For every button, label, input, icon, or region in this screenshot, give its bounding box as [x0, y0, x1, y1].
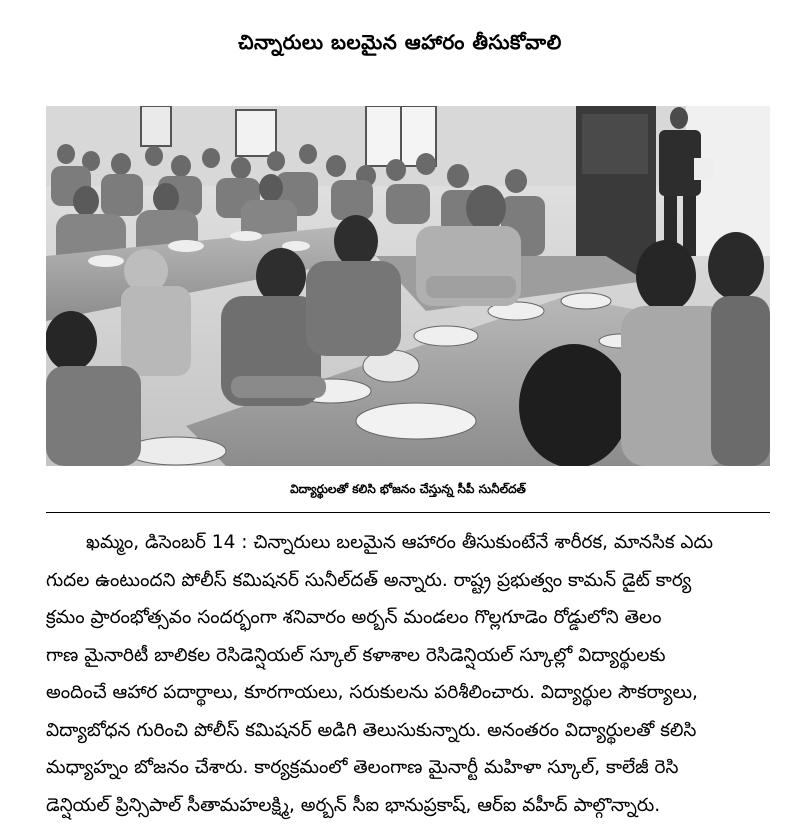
article-line: అందించే ఆహార పదార్థాలు, కూరగాయలు, సరుకులను పరిశీలించారు. విద్యార్థుల సౌకర్యాలు, [46, 674, 770, 712]
article-line: క్రమం ప్రారంభోత్సవం సందర్భంగా శనివారం అర్బన్ మండలం గొల్లగూడెం రోడ్డులోని తెలం [46, 599, 770, 637]
article-line: విద్యాబోధన గురించి పోలీస్ కమిషనర్ అడిగి తెలుసుకున్నారు. అనంతరం విద్యార్థులతో కలిసి [46, 712, 770, 750]
headline: చిన్నారులు బలమైన ఆహారం తీసుకోవాలి [0, 10, 800, 74]
article-line: మధ్యాహ్నం బోజనం చేశారు. కార్యక్రమంలో తెలంగాణ మైనార్టీ మహిళా స్కూల్, కాలేజీ రెసి [46, 749, 770, 787]
article-line: డెన్షియల్ ప్రిన్సిపాల్ సీతామహలక్ష్మి, అర్బన్ సీఐ భానుప్రకాష్, ఆర్ఐ వహీద్ పాల్గొన్నారు. [46, 787, 770, 824]
news-photo [46, 106, 770, 466]
article-line: గుదల ఉంటుందని పోలీస్ కమిషనర్ సునీల్‌దత్ అన్నారు. రాష్ట్ర ప్రభుత్వం కామన్ డైట్ కార్య [46, 562, 770, 600]
article-line: గాణ మైనారిటీ బాలికల రెసిడెన్షియల్ స్కూల్ కళాశాల రెసిడెన్షియల్ స్కూల్లో విద్యార్థులకు [46, 637, 770, 675]
article-line: ఖమ్మం, డిసెంబర్ 14 : చిన్నారులు బలమైన ఆహారం తీసుకుంటేనే శారీరక, మానసిక ఎదు [46, 524, 770, 562]
news-photo-illustration [46, 106, 770, 466]
photo-caption: విద్యార్థులతో కలిసి భోజనం చేస్తున్న సీపీ సునీల్‌దత్ [46, 474, 770, 504]
photo-caption-bar [46, 466, 770, 513]
article-body [46, 524, 770, 824]
